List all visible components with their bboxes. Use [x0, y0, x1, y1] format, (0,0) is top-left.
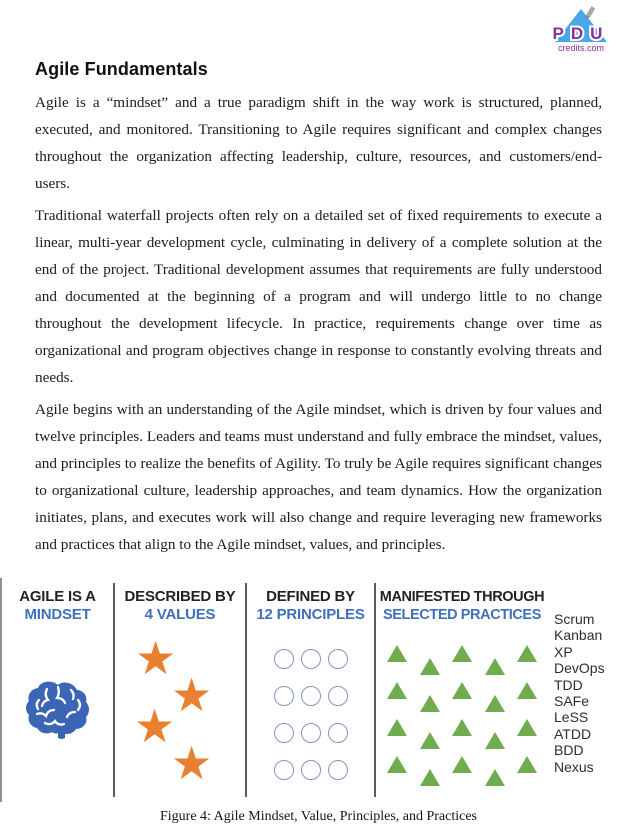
logo-letters: PDU: [552, 24, 610, 43]
figure-agile-mindset: [0, 578, 637, 825]
value-star-icon: ★: [171, 736, 213, 790]
principle-circle-icon: [274, 649, 294, 669]
principle-circle-icon: [274, 760, 294, 780]
practice-item: Kanban: [554, 627, 603, 644]
pdu-credits-logo: [541, 5, 621, 55]
triangle-row: [387, 645, 537, 677]
column-values: [115, 578, 245, 802]
column-subheading: 12 PRINCIPLES: [256, 606, 365, 623]
practice-triangle-icon: [420, 769, 440, 786]
column-subheading: SELECTED PRACTICES: [383, 607, 541, 623]
column-mindset: [2, 578, 113, 802]
paragraph: Traditional waterfall projects often rely on a detailed set of fixed requirements to execute a linear, multi-year development cycle, culminating in delivery of a complete solution at the end of the project. Traditional development assumes that requirements are fully understood and documented at the beginning of a program and will undergo little to no change throughout the development lifecycle. In practice, requirements change over time as organizational and program objectives change in response to constantly evolving threats and needs.: [35, 207, 602, 386]
practice-item: LeSS: [554, 709, 589, 726]
practice-triangle-icon: [387, 756, 407, 773]
column-subheading: 4 VALUES: [144, 606, 216, 623]
practice-triangle-icon: [517, 719, 537, 736]
practice-triangle-icon: [420, 732, 440, 749]
column-heading: MANIFESTED THROUGH: [379, 589, 545, 605]
paragraph: Agile is a “mindset” and a true paradigm shift in the way work is structured, planned, executed, and monitored. Transitioning to Agile requires significant and complex changes throughout the organization affecting leadership, culture, resources, and customers/end-users.: [35, 94, 602, 192]
practice-triangle-icon: [485, 732, 505, 749]
practice-triangle-icon: [517, 682, 537, 699]
practice-triangle-icon: [517, 645, 537, 662]
body-paragraphs: [35, 89, 602, 558]
page-title: Agile Fundamentals: [35, 59, 208, 79]
practice-item: Scrum: [554, 611, 595, 627]
practice-triangle-icon: [420, 695, 440, 712]
logo-graphic: [541, 5, 621, 55]
triangle-row: [387, 682, 537, 714]
principle-circle-icon: [301, 686, 321, 706]
practices-list: [548, 578, 637, 802]
practice-triangle-icon: [517, 756, 537, 773]
figure-grid: [0, 578, 637, 802]
practice-item: SAFe: [554, 693, 590, 710]
practice-triangle-icon: [387, 645, 407, 662]
value-star-icon: ★: [135, 631, 177, 685]
column-principles: [247, 578, 374, 802]
practice-triangle-icon: [387, 682, 407, 699]
principle-circle-icon: [301, 723, 321, 743]
column-heading: AGILE IS A: [19, 588, 96, 605]
triangle-row: [387, 756, 537, 788]
practice-triangle-icon: [452, 719, 472, 736]
column-practices: [376, 578, 548, 802]
principle-circle-icon: [274, 686, 294, 706]
practices-triangles: [387, 645, 537, 788]
practice-triangle-icon: [452, 756, 472, 773]
practice-item: ATDD: [554, 725, 592, 742]
principles-circles: [274, 649, 348, 780]
practice-triangle-icon: [485, 769, 505, 786]
practice-triangle-icon: [387, 719, 407, 736]
value-star-icon: ★: [134, 699, 176, 753]
practice-triangle-icon: [452, 645, 472, 662]
value-star-icon: ★: [171, 668, 213, 722]
principle-circle-icon: [301, 760, 321, 780]
triangle-row: [387, 719, 537, 751]
practice-triangle-icon: [485, 695, 505, 712]
column-heading: DESCRIBED BY: [124, 588, 236, 605]
practice-item: XP: [554, 643, 573, 660]
principle-circle-icon: [274, 723, 294, 743]
figure-caption: Figure 4: Agile Mindset, Value, Principles, and Practices: [159, 809, 478, 824]
paragraph: Agile begins with an understanding of the Agile mindset, which is driven by four values and twelve principles. Leaders and teams must understand and fully embrace the mindset, values, and principles to realize the benefits of Agility. To truly be Agile requires significant changes to organizational culture, leadership approaches, and team dynamics. How the organization initiates, plans, and executes work will also change and require leveraging new frameworks and practices that align to the Agile mindset, values, and principles.: [35, 401, 602, 553]
practice-item: DevOps: [554, 660, 605, 677]
practice-item: Nexus: [554, 758, 594, 775]
principle-circle-icon: [328, 760, 348, 780]
principle-circle-icon: [328, 649, 348, 669]
principle-circle-icon: [328, 723, 348, 743]
column-heading: DEFINED BY: [266, 588, 355, 605]
principle-circle-icon: [301, 649, 321, 669]
column-subheading: MINDSET: [24, 606, 91, 623]
practice-item: BDD: [554, 742, 584, 759]
logo-domain: credits.com: [557, 43, 605, 53]
practice-item: TDD: [554, 676, 583, 693]
principle-circle-icon: [328, 686, 348, 706]
practice-triangle-icon: [485, 658, 505, 675]
brain-icon: [25, 680, 91, 740]
practice-triangle-icon: [452, 682, 472, 699]
practice-triangle-icon: [420, 658, 440, 675]
